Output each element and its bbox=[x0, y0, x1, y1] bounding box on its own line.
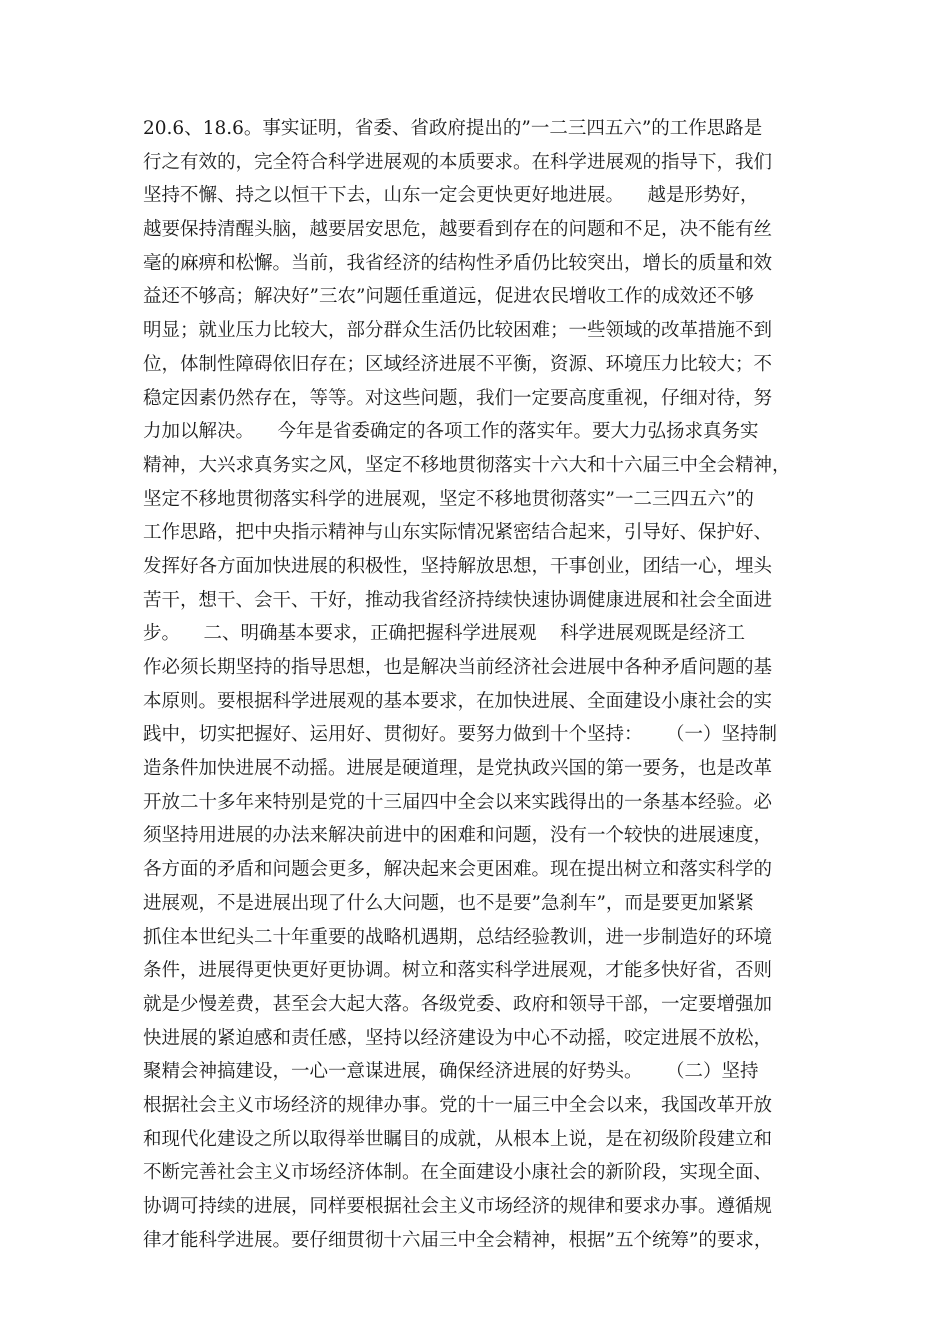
text-line: 就是少慢差费，甚至会大起大落。各级党委、政府和领导干部，一定要增强加 bbox=[143, 993, 773, 1015]
text-line: 发挥好各方面加快进展的积极性，坚持解放思想，干事创业，团结一心，埋头 bbox=[143, 555, 773, 577]
text-line: 根据社会主义市场经济的规律办事。党的十一届三中全会以来，我国改革开放 bbox=[143, 1094, 773, 1116]
text-line: 坚定不移地贯彻落实科学的进展观，坚定不移地贯彻落实”一二三四五六”的 bbox=[143, 488, 754, 510]
text-line: 力加以解决。 今年是省委确定的各项工作的落实年。要大力弘扬求真务实 bbox=[143, 421, 759, 443]
text-line: 明显；就业压力比较大，部分群众生活仍比较困难；一些领域的改革措施不到 bbox=[143, 320, 773, 342]
text-line: 苦干，想干、会干、干好，推动我省经济持续快速协调健康进展和社会全面进 bbox=[143, 589, 773, 611]
text-line: 步。 二、明确基本要求，正确把握科学进展观 科学进展观既是经济工 bbox=[143, 623, 746, 645]
text-line: 作必须长期坚持的指导思想，也是解决当前经济社会进展中各种矛盾问题的基 bbox=[143, 657, 773, 678]
text-line: 进展观，不是进展出现了什么大问题，也不是要”急刹车”，而是要更加紧紧 bbox=[143, 892, 754, 914]
text-line: 工作思路，把中央指示精神与山东实际情况紧密结合起来，引导好、保护好、 bbox=[143, 522, 773, 544]
text-line: 行之有效的，完全符合科学进展观的本质要求。在科学进展观的指导下，我们 bbox=[143, 151, 773, 173]
text-line: 不断完善社会主义市场经济体制。在全面建设小康社会的新阶段，实现全面、 bbox=[143, 1162, 773, 1184]
text-line: 稳定因素仍然存在，等等。对这些问题，我们一定要高度重视，仔细对待，努 bbox=[143, 387, 773, 409]
text-line: 开放二十多年来特别是党的十三届四中全会以来实践得出的一条基本经验。必 bbox=[143, 791, 773, 813]
text-line: 益还不够高；解决好”三农”问题任重道远，促进农民增收工作的成效还不够 bbox=[143, 286, 754, 308]
text-line: 位，体制性障碍依旧存在；区域经济进展不平衡，资源、环境压力比较大；不 bbox=[143, 353, 773, 375]
body-text bbox=[143, 112, 808, 1257]
text-line: 协调可持续的进展，同样要根据社会主义市场经济的规律和要求办事。遵循规 bbox=[143, 1196, 773, 1217]
text-line: 精神，大兴求真务实之风，坚定不移地贯彻落实十六大和十六届三中全会精神， bbox=[143, 454, 791, 476]
text-line: 抓住本世纪头二十年重要的战略机遇期，总结经验教训，进一步制造好的环境 bbox=[143, 926, 773, 948]
text-line: 20.6、18.6。事实证明，省委、省政府提出的”一二三四五六”的工作思路是 bbox=[143, 118, 763, 139]
text-line: 践中，切实把握好、运用好、贯彻好。要努力做到十个坚持： （一）坚持制 bbox=[143, 724, 778, 746]
text-line: 聚精会神搞建设，一心一意谋进展，确保经济进展的好势头。 （二）坚持 bbox=[143, 1061, 759, 1083]
text-line: 本原则。要根据科学进展观的基本要求，在加快进展、全面建设小康社会的实 bbox=[143, 690, 773, 712]
text-line: 和现代化建设之所以取得举世瞩目的成就，从根本上说，是在初级阶段建立和 bbox=[143, 1128, 773, 1150]
text-line: 须坚持用进展的办法来解决前进中的困难和问题，没有一个较快的进展速度， bbox=[143, 825, 773, 847]
text-line: 越要保持清醒头脑，越要居安思危，越要看到存在的问题和不足，决不能有丝 bbox=[143, 219, 773, 241]
text-line: 坚持不懈、持之以恒干下去，山东一定会更快更好地进展。 越是形势好， bbox=[143, 185, 759, 207]
text-line: 各方面的矛盾和问题会更多，解决起来会更困难。现在提出树立和落实科学的 bbox=[143, 859, 773, 881]
text-line: 毫的麻痹和松懈。当前，我省经济的结构性矛盾仍比较突出，增长的质量和效 bbox=[143, 252, 773, 274]
text-line: 律才能科学进展。要仔细贯彻十六届三中全会精神，根据”五个统筹”的要求， bbox=[143, 1229, 773, 1251]
text-line: 条件，进展得更快更好更协调。树立和落实科学进展观，才能多快好省，否则 bbox=[143, 960, 773, 982]
text-line: 快进展的紧迫感和责任感，坚持以经济建设为中心不动摇，咬定进展不放松， bbox=[143, 1027, 773, 1049]
text-line: 造条件加快进展不动摇。进展是硬道理，是党执政兴国的第一要务，也是改革 bbox=[143, 758, 773, 780]
